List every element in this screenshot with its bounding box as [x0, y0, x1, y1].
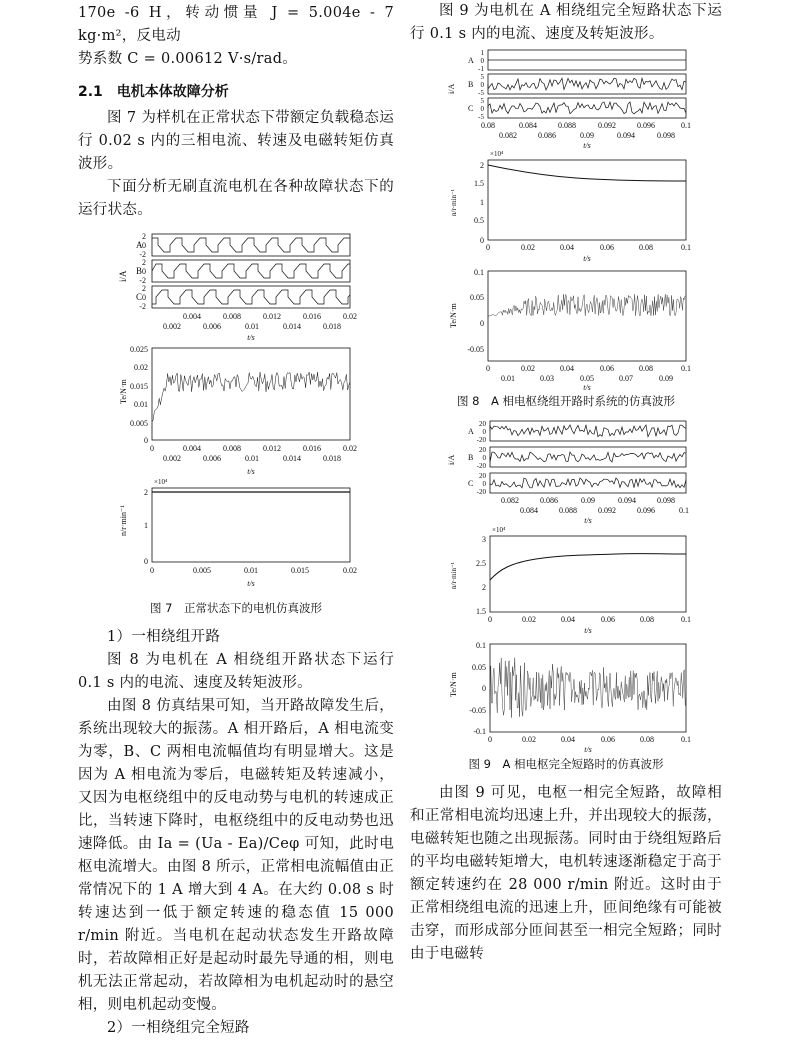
fig9-ytick: 3	[482, 535, 486, 544]
fig8-xtick: 0.08	[481, 121, 495, 130]
fig7-phase-label: A	[136, 240, 143, 250]
fig8-xtick: 0.06	[600, 364, 614, 373]
fig8-xtick: 0.08	[639, 243, 653, 252]
fig9-ytick: 0	[482, 480, 486, 488]
fig9-ytick: 0.1	[476, 641, 486, 650]
fig7-ytick: 0.015	[130, 382, 148, 391]
fig9-xtick: 0.086	[540, 496, 558, 505]
fig7-xtick: 0.014	[283, 322, 301, 331]
fig8-current-ylabel: i/A	[447, 83, 456, 94]
fig7-xtick: 0.016	[303, 312, 321, 321]
fig9-xtick: 0	[488, 735, 492, 744]
fig7-ytick: 2	[142, 258, 146, 267]
fig9-xtick: 0.1	[681, 615, 691, 624]
fig7-ytick: -2	[139, 302, 146, 311]
fig9-phase-label: B	[468, 453, 474, 462]
fig9-xtick: 0	[488, 615, 492, 624]
fig7-torque-wave	[152, 372, 350, 422]
fig9-ytick: 0	[482, 684, 486, 693]
fig8-ytick: 0.1	[474, 268, 484, 277]
fig7-xtick: 0.016	[303, 444, 321, 453]
fig8-speed-plot	[450, 150, 691, 263]
fig7-torque-ylabel: Te/N·m	[119, 379, 128, 404]
fig7-ytick: 2	[142, 232, 146, 241]
fig8-ytick: 0	[480, 319, 484, 328]
fig9-phase-c-wave	[490, 478, 686, 488]
fig9-xtick: 0.06	[601, 615, 615, 624]
fig8-xtick: 0.086	[538, 131, 556, 140]
fig8-ytick: -5	[478, 113, 484, 121]
fig7-xtick: 0.018	[323, 454, 341, 463]
fig9-ytick: -0.1	[473, 727, 486, 736]
fig8-xtick: 0.07	[619, 374, 633, 383]
fig8-xtick: 0.1	[681, 121, 691, 130]
fig7-xlabel: t/s	[247, 333, 255, 342]
list-item: 1）一相绕组开路	[107, 629, 221, 645]
fig8-xtick: 0.02	[521, 243, 535, 252]
fig8-xtick: 0.02	[521, 364, 535, 373]
fig9-current-ylabel: i/A	[447, 454, 456, 465]
fig9-phase-b-wave	[490, 452, 686, 462]
fig9-xtick: 0.08	[640, 615, 654, 624]
paragraph: 图 7 为样机在正常状态下带额定负载稳态运行 0.02 s 内的三相电流、转速及电磁转矩仿真波形。	[78, 110, 394, 172]
fig8-ytick: 0	[480, 105, 484, 113]
fig7-ytick: 0	[142, 241, 146, 250]
fig7-xtick: 0.02	[343, 566, 357, 575]
fig8-xtick: 0.01	[501, 374, 515, 383]
fig8-phase-b-wave	[488, 78, 686, 90]
fig8-xtick: 0.084	[519, 121, 537, 130]
fig7-speed-plot	[119, 478, 357, 588]
fig8-xlabel: t/s	[583, 141, 591, 150]
fig8-phase-b-axes	[488, 74, 686, 94]
fig7-ytick: 0.02	[134, 363, 148, 372]
fig7-phase-b-axes	[152, 260, 350, 282]
fig7-ytick: 2	[142, 284, 146, 293]
fig9-xtick: 0.08	[640, 735, 654, 744]
fig8-xtick: 0.04	[560, 243, 574, 252]
figure-7	[86, 222, 386, 594]
paragraph: 由图 9 可见，电枢一相完全短路，故障相和正常相电流均迅速上升，并出现较大的振荡，电磁转矩也随之出现振荡。同时由于绕组短路后的平均电磁转矩增大，电机转速逐渐稳定于高于额定转速约在 28 000 r/min 附近。这时由于正常相绕组电流的迅速上升，匝间绝缘有可能被击穿，而形成部分匝间甚至一相完全短路；同时由于电磁转	[410, 785, 722, 962]
fig7-xlabel: t/s	[247, 579, 255, 588]
figure-8	[416, 46, 716, 391]
fig9-phase-label: C	[468, 479, 474, 488]
fig7-speed-axes	[152, 488, 350, 562]
fig8-ytick: 0	[480, 236, 484, 245]
fig9-speed-line	[490, 554, 686, 580]
fig7-xtick: 0.01	[244, 566, 258, 575]
fig9-phase-c-axes	[490, 473, 686, 493]
fig8-xtick: 0.098	[657, 131, 675, 140]
fig8-torque-ylabel: Te/N·m	[449, 303, 458, 328]
fig9-xtick: 0.098	[657, 496, 675, 505]
fig8-speed-scale: ×10⁴	[490, 150, 504, 158]
fig9-xtick: 0.1	[679, 506, 689, 515]
fig9-speed-ylabel: n/r·min⁻¹	[450, 562, 458, 589]
fig7-speed-ylabel: n/r·min⁻¹	[119, 505, 128, 536]
fig7-ytick: 0.005	[130, 419, 148, 428]
fig9-xtick: 0.082	[501, 496, 519, 505]
fig7-xtick: 0.015	[291, 566, 309, 575]
figure-9	[416, 419, 716, 754]
fig7-ytick: -2	[139, 276, 146, 285]
top-line-2: 势系数 C = 0.00612 V·s/rad。	[78, 51, 298, 67]
fig8-ytick: 1	[480, 198, 484, 207]
fig7-xtick: 0.006	[203, 454, 221, 463]
fig8-phase-label: A	[468, 56, 474, 65]
paragraph: 图 8 为电机在 A 相绕组开路状态下运行 0.1 s 内的电流、速度及转矩波形。	[78, 652, 394, 691]
fig9-ytick: 20	[479, 472, 486, 480]
fig9-xtick: 0.02	[522, 615, 536, 624]
fig7-torque-plot	[119, 345, 357, 476]
fig9-phase-a-axes	[490, 421, 686, 441]
fig7-current-plot	[118, 232, 357, 342]
fig9-ytick: -20	[476, 488, 486, 496]
fig9-xtick: 0.02	[522, 735, 536, 744]
fig7-xtick: 0.014	[283, 454, 301, 463]
fig8-xtick: 0.082	[499, 131, 517, 140]
fig7-xtick: 0.01	[245, 454, 259, 463]
fig8-speed-axes	[488, 160, 686, 240]
fig8-ytick: 5	[480, 73, 484, 81]
section-heading: 2.1 电机本体故障分析	[78, 84, 229, 100]
fig7-xtick: 0	[150, 566, 154, 575]
fig9-xtick: 0.09	[581, 496, 595, 505]
fig8-ytick: 0.5	[474, 216, 484, 225]
fig7-xtick: 0.004	[183, 444, 201, 453]
fig8-ytick: 2	[480, 161, 484, 170]
fig9-xtick: 0.04	[561, 735, 575, 744]
fig9-xtick: 0.084	[520, 506, 538, 515]
fig7-phase-a-wave	[152, 238, 350, 252]
fig9-xtick: 0.092	[598, 506, 616, 515]
fig9-xlabel: t/s	[584, 516, 592, 525]
fig7-xtick: 0.012	[263, 312, 281, 321]
fig7-xtick: 0.012	[263, 444, 281, 453]
fig8-torque-wave	[488, 294, 685, 318]
figure-9-caption: 图 9 A 相电枢完全短路时的仿真波形	[468, 757, 664, 771]
fig9-torque-wave	[490, 658, 685, 718]
fig9-torque-axes	[490, 644, 686, 732]
fig8-xtick: 0.088	[558, 121, 576, 130]
fig7-phase-b-wave	[152, 264, 350, 278]
fig8-ytick: 0	[480, 81, 484, 89]
fig7-ytick: 1	[144, 521, 148, 530]
fig9-torque-ylabel: Te/N·m	[449, 672, 458, 697]
paragraph: 图 9 为电机在 A 相绕组完全短路状态下运行 0.1 s 内的电流、速度及转矩波形。	[410, 3, 722, 42]
fig7-xlabel: t/s	[247, 467, 255, 476]
fig9-ytick: 0	[482, 454, 486, 462]
fig7-phase-label: B	[136, 266, 143, 276]
fig8-speed-ylabel: n/r·min⁻¹	[450, 189, 458, 216]
fig8-ytick: -1	[478, 65, 484, 73]
fig7-phase-c-axes	[152, 286, 350, 308]
fig7-xtick: 0.005	[193, 566, 211, 575]
fig9-xlabel: t/s	[584, 626, 592, 635]
fig8-xtick: 0	[486, 364, 490, 373]
fig7-xtick: 0.01	[245, 322, 259, 331]
fig9-ytick: -20	[476, 462, 486, 470]
right-column	[410, 0, 722, 966]
fig9-xtick: 0.04	[561, 615, 575, 624]
fig9-ytick: 20	[479, 420, 486, 428]
fig8-phase-label: B	[468, 80, 474, 89]
left-column	[78, 0, 394, 1040]
fig9-xtick: 0.1	[681, 735, 691, 744]
fig9-phase-a-wave	[490, 425, 686, 437]
fig9-ytick: 0	[482, 428, 486, 436]
fig8-speed-line	[488, 165, 686, 181]
fig9-phase-label: A	[468, 427, 474, 436]
fig8-xtick: 0.06	[600, 243, 614, 252]
fig8-phase-c-wave	[488, 102, 686, 114]
fig8-phase-label: C	[468, 104, 474, 113]
fig9-xlabel: t/s	[584, 745, 592, 754]
fig8-ytick: 5	[480, 97, 484, 105]
fig7-xtick: 0.018	[323, 322, 341, 331]
fig7-ytick: 0	[142, 293, 146, 302]
fig8-ytick: -0.05	[467, 345, 484, 354]
fig8-xtick: 0.05	[580, 374, 594, 383]
fig8-xtick: 0.09	[659, 374, 673, 383]
fig9-xtick: 0.06	[601, 735, 615, 744]
fig7-torque-axes	[152, 348, 350, 440]
fig7-ytick: 0	[144, 436, 148, 445]
fig8-current-plot	[447, 49, 691, 150]
fig8-torque-axes	[488, 271, 686, 361]
fig7-ytick: 0	[144, 557, 148, 566]
fig7-speed-scale: ×10⁴	[154, 478, 168, 486]
fig7-current-ylabel: i/A	[118, 270, 128, 282]
figure-7-caption: 图 7 正常状态下的电机仿真波形	[150, 601, 322, 615]
fig7-xtick: 0.02	[343, 312, 357, 321]
fig8-ytick: 0	[480, 57, 484, 65]
fig8-xtick: 0	[486, 243, 490, 252]
fig8-ytick: -5	[478, 89, 484, 97]
paragraph: 下面分析无刷直流电机在各种故障状态下的运行状态。	[78, 179, 394, 218]
fig8-torque-plot	[449, 268, 691, 391]
fig9-ytick: -0.05	[469, 706, 486, 715]
fig8-xtick: 0.09	[580, 131, 594, 140]
fig7-ytick: -2	[139, 250, 146, 259]
fig7-ytick: 0.01	[134, 400, 148, 409]
fig7-phase-label: C	[136, 292, 143, 302]
fig8-xtick: 0.092	[598, 121, 616, 130]
fig9-ytick: -20	[476, 436, 486, 444]
fig7-phase-c-wave	[152, 290, 350, 304]
fig8-ytick: 1.5	[474, 179, 484, 188]
fig9-speed-axes	[490, 536, 686, 612]
fig9-speed-scale: ×10⁴	[492, 526, 506, 534]
top-line-1: 170e -6 H，转动惯量 J = 5.004e - 7 kg·m²，反电动	[78, 5, 394, 44]
fig9-ytick: 1.5	[476, 607, 486, 616]
fig8-xtick: 0.1	[681, 243, 691, 252]
fig9-ytick: 2	[482, 583, 486, 592]
fig9-xtick: 0.094	[618, 496, 636, 505]
fig7-ytick: 2	[144, 488, 148, 497]
fig9-ytick: 0.05	[472, 663, 486, 672]
fig7-xtick: 0.002	[163, 322, 181, 331]
fig7-xtick: 0	[150, 444, 154, 453]
fig8-xlabel: t/s	[583, 383, 591, 391]
fig9-ytick: 2.5	[476, 559, 486, 568]
fig8-xtick: 0.1	[681, 364, 691, 373]
fig8-xtick: 0.096	[637, 121, 655, 130]
paragraph: 由图 8 仿真结果可知，当开路故障发生后，系统出现较大的振荡。A 相开路后，A 相电流变为零，B、C 两相电流幅值均有明显增大。这是因为 A 相电流为零后，电磁转矩及转速减小，又因为电枢绕组中的反电动势与电机的转速成正比，当转速下降时，电枢绕组中的反电动势也迅速降低。由 Ia = (Ua - Ea)/Ceφ 可知，此时电枢电流增大。由图 8 所示，正常相电流幅值由正常情况下的 1 A 增大到 4 A。在大约 0.08 s 时转速达到一低于额定转速的稳态值 15 000 r/min 附近。当电机在起动状态发生开路故障时，若故障相正好是起动时最先导通的相，则电机无法正常起动，若故障相为电机起动时的悬空相，则电机起动变慢。	[78, 698, 394, 1013]
fig9-speed-plot	[450, 526, 691, 635]
list-item: 2）一相绕组完全短路	[107, 1020, 250, 1036]
fig9-xtick: 0.096	[637, 506, 655, 515]
fig8-ytick: 0.05	[470, 293, 484, 302]
fig7-xtick: 0.006	[203, 322, 221, 331]
fig9-ytick: 20	[479, 446, 486, 454]
fig7-ytick: 0.025	[130, 345, 148, 354]
fig7-xtick: 0.004	[183, 312, 201, 321]
fig7-xtick: 0.02	[343, 444, 357, 453]
fig8-xtick: 0.094	[617, 131, 635, 140]
fig8-ytick: 1	[480, 49, 484, 57]
fig9-current-plot	[447, 420, 689, 525]
fig8-xtick: 0.08	[639, 364, 653, 373]
fig7-ytick: 0	[142, 267, 146, 276]
fig7-xtick: 0.008	[223, 444, 241, 453]
fig8-xtick: 0.03	[540, 374, 554, 383]
fig8-xlabel: t/s	[583, 254, 591, 263]
fig7-xtick: 0.002	[163, 454, 181, 463]
fig7-xtick: 0.008	[223, 312, 241, 321]
figure-8-caption: 图 8 A 相电枢绕组开路时系统的仿真波形	[457, 394, 675, 408]
fig9-phase-b-axes	[490, 447, 686, 467]
fig9-torque-plot	[449, 641, 691, 754]
fig8-xtick: 0.04	[560, 364, 574, 373]
fig9-xtick: 0.088	[559, 506, 577, 515]
